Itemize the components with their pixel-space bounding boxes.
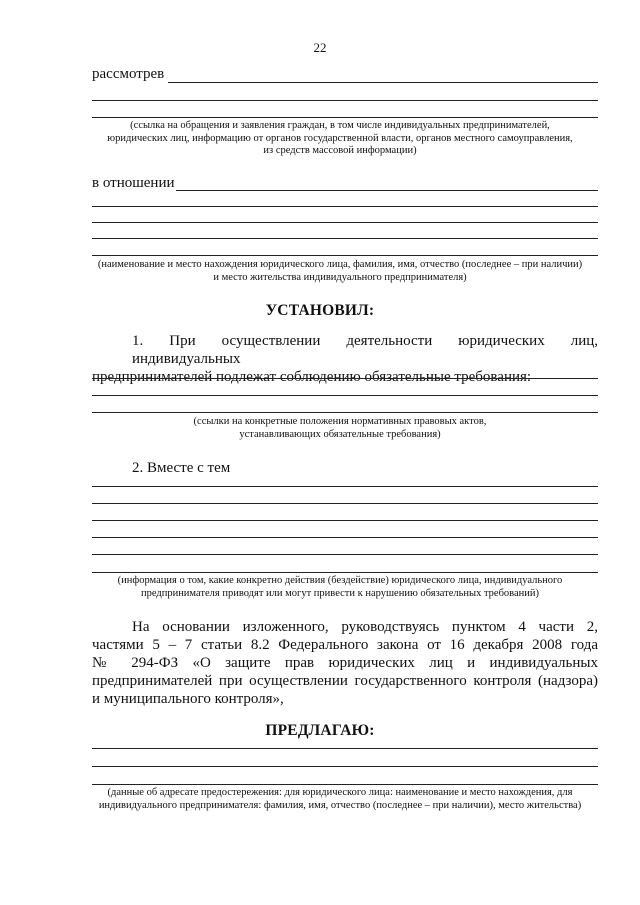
item1-fill-line — [92, 412, 598, 413]
item2-label: 2. Вместе с тем — [132, 460, 231, 476]
item2-fill-line — [92, 520, 598, 521]
regarding-caption: (наименование и место нахождения юридического лица, фамилия, имя, отчество (последнее – при наличии) и место жительства индивидуального предпринимателя) — [97, 259, 583, 283]
item2-fill-line — [92, 503, 598, 504]
addressee-fill-line — [92, 766, 598, 767]
considered-label: рассмотрев — [92, 66, 165, 82]
heading-propose: ПРЕДЛАГАЮ: — [265, 722, 375, 739]
regarding-fill-line — [176, 190, 598, 191]
item1-fill-line — [92, 395, 598, 396]
regarding-fill-line — [92, 255, 598, 256]
item1-caption: (ссылки на конкретные положения нормативных правовых актов, устанавливающих обязательные требования) — [193, 416, 487, 440]
regarding-fill-line — [92, 222, 598, 223]
regarding-fill-line — [92, 206, 598, 207]
item2-caption: (информация о том, какие конкретно действия (бездействие) юридического лица, индивидуального предпринимателя приводят или могут привести к нарушению обязательных требований) — [117, 575, 563, 599]
regarding-fill-line — [92, 238, 598, 239]
item2-fill-line — [92, 537, 598, 538]
addressee-fill-line — [92, 784, 598, 785]
page-number: 22 — [313, 40, 327, 55]
considered-fill-line — [92, 100, 598, 101]
addressee-caption: (данные об адресате предостережения: для юридического лица: наименование и место нахождения, для индивидуального предпринимателя: фамилия, имя, отчество (последнее – при наличии), место жительства) — [98, 787, 582, 811]
regarding-label: в отношении — [92, 175, 175, 191]
addressee-fill-line — [92, 748, 598, 749]
item1-fill-line — [92, 378, 598, 379]
considered-fill-line — [92, 117, 598, 118]
basis-paragraph: На основании изложенного, руководствуясь пунктом 4 части 2, частями 5 – 7 статьи 8.2 Федерального закона от 16 декабря 2008 года № 294-ФЗ «О защите прав юридических лиц и индивидуальных предпринимателей при осуществлении государственного контроля (надзора) и муниципального контроля», — [92, 619, 598, 707]
item2-fill-line — [92, 486, 598, 487]
considered-caption: (ссылка на обращения и заявления граждан, в том числе индивидуальных предпринимателей, юридических лиц, информацию от органов государственной власти, органов местного самоуправления, из средств массовой информации) — [107, 120, 573, 156]
heading-established: УСТАНОВИЛ: — [265, 302, 375, 319]
considered-fill-line — [168, 82, 598, 83]
item1-paragraph: 1. При осуществлении деятельности юридических лиц, индивидуальных предпринимателей подлежат соблюдению обязательные требования: — [92, 333, 598, 385]
item2-fill-line — [92, 554, 598, 555]
item2-fill-line — [92, 572, 598, 573]
